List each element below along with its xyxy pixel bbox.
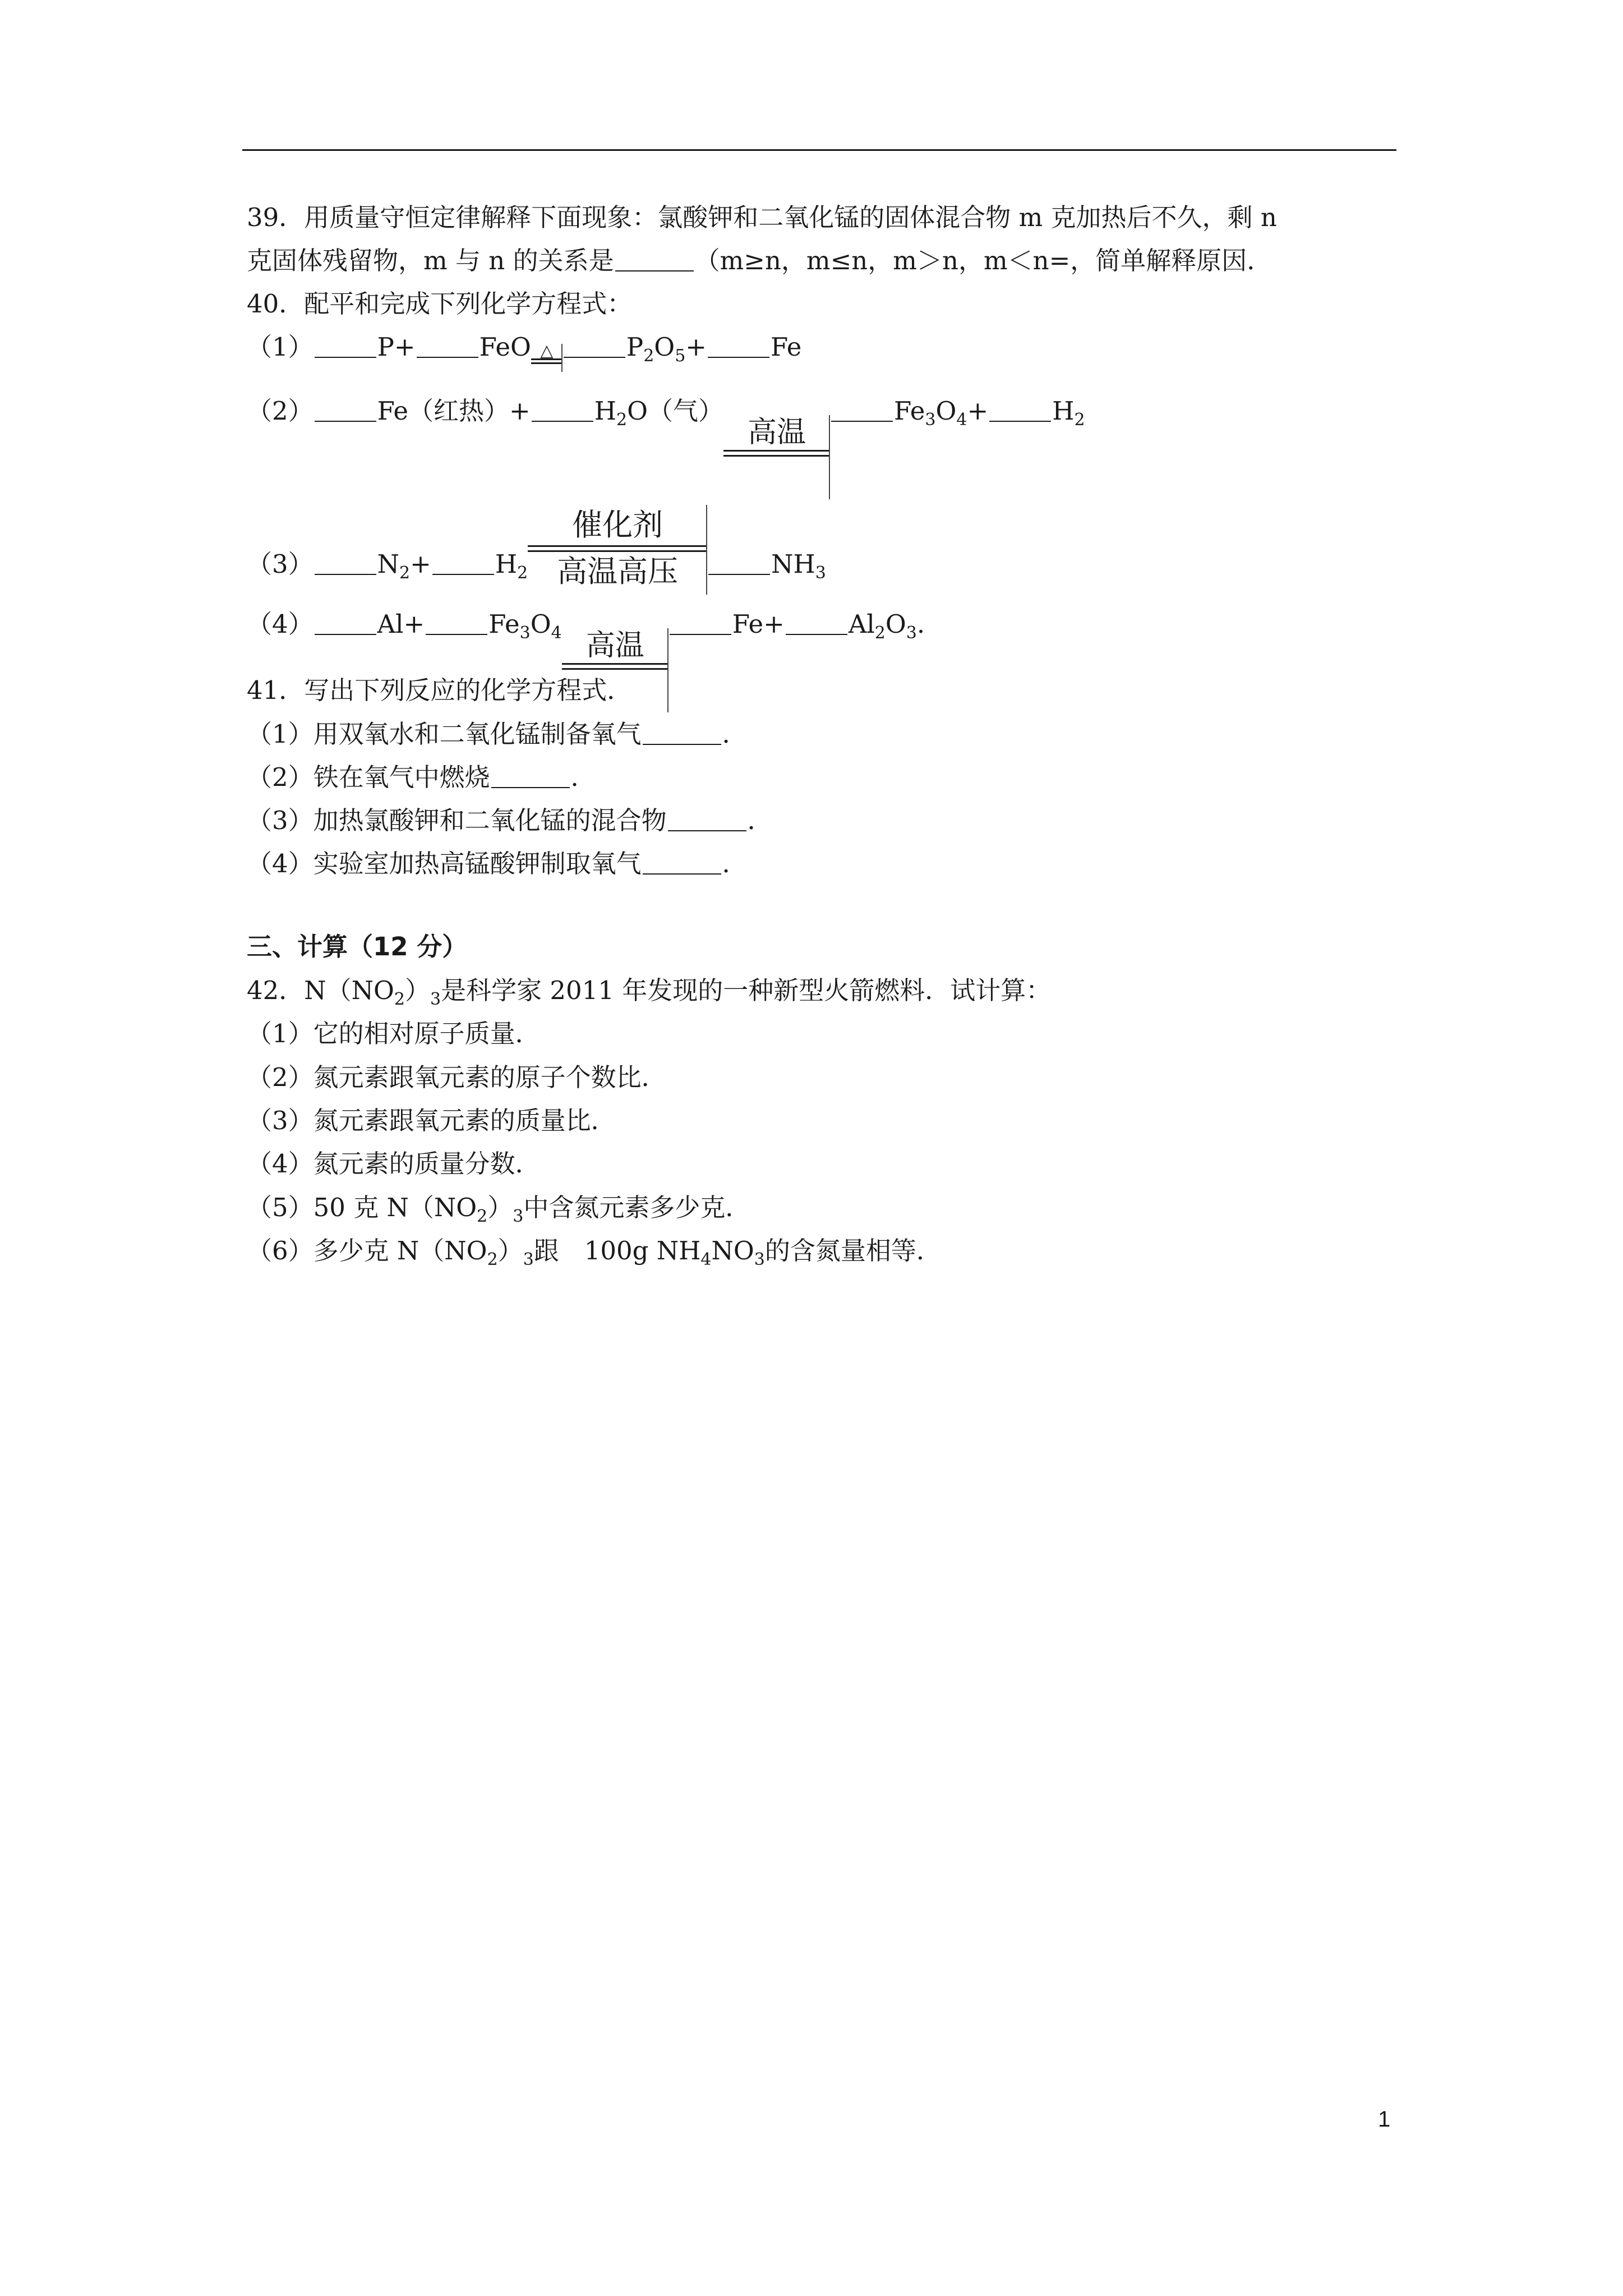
q42-item-3: （3）氮元素跟氧元素的质量比． (247, 1106, 616, 1135)
q40-equation-2: （2） Fe（红热）+ $H_2O$（气） 高温 $Fe_3O_4+ H_2$ (247, 395, 1085, 499)
q40-equation-3: （3） $N_2+ H_2$ 催化剂 高温高压 $NH_3$ (247, 505, 826, 595)
page-number: 1 (1378, 2107, 1391, 2132)
coef-blank[interactable] (432, 554, 494, 575)
condition-heat: △ (531, 344, 562, 372)
q42-line1: 42．$N(NO_2)_3$是科学家 2011 年发现的一种新型火箭燃料．试计算： (247, 976, 1052, 1009)
coef-blank[interactable] (708, 337, 769, 358)
q41-item-2: （2）铁在氧气中燃烧 ． (247, 762, 596, 792)
coef-blank[interactable] (315, 401, 376, 422)
q41-item-4: （4）实验室加热高锰酸钾制取氧气 ． (247, 849, 748, 878)
q42-item-1: （1）它的相对原子质量． (247, 1019, 541, 1048)
coef-blank[interactable] (315, 337, 376, 358)
coef-blank[interactable] (786, 614, 847, 635)
q39-line2: 克固体残留物，m 与 n 的关系是 （m≥n，m≤n，m＞n，m＜n=，简单解释原因． (247, 246, 1272, 275)
coef-blank[interactable] (315, 614, 376, 635)
q42-item-4: （4）氮元素的质量分数． (247, 1149, 541, 1179)
q41-item-1: （1）用双氧水和二氧化锰制备氧气 ． (247, 719, 748, 749)
coef-blank[interactable] (831, 401, 893, 422)
condition-high-temp: 高温 (723, 415, 830, 499)
q42-item-6: （6）多少克 $N(NO_2)_3$跟 100g $NH_4NO_3$的含氮量相等． (247, 1236, 942, 1269)
q41-item-3: （3）加热氯酸钾和二氧化锰的混合物 ． (247, 806, 773, 835)
q40-equation-4: （4） $Al+ Fe_3O_4$ 高温 $Fe+ Al_2O_3$. (247, 609, 925, 712)
coef-blank[interactable] (532, 401, 593, 422)
answer-blank[interactable] (643, 853, 721, 875)
q39-line1: 39．用质量守恒定律解释下面现象：氯酸钾和二氧化锰的固体混合物 m 克加热后不久，剩 n (247, 203, 1277, 232)
coef-blank[interactable] (315, 554, 376, 575)
coef-blank[interactable] (426, 614, 487, 635)
coef-blank[interactable] (989, 401, 1051, 422)
answer-blank[interactable] (491, 767, 570, 788)
coef-blank[interactable] (708, 554, 770, 575)
answer-blank[interactable] (668, 810, 746, 831)
coef-blank[interactable] (417, 337, 478, 358)
coef-blank[interactable] (670, 614, 731, 635)
q41-title: 41．写出下列反应的化学方程式． (247, 675, 633, 705)
coef-blank[interactable] (564, 337, 625, 358)
section-3-title: 三、计算（12 分） (247, 932, 468, 961)
answer-blank[interactable] (615, 250, 694, 272)
condition-high-temp: 高温 (562, 628, 668, 712)
q42-item-5: （5）50 克 $N(NO_2)_3$中含氮元素多少克． (247, 1193, 751, 1226)
q42-item-2: （2）氮元素跟氧元素的原子个数比． (247, 1062, 667, 1092)
condition-catalyst-high-temp-pressure: 催化剂 高温高压 (528, 505, 707, 595)
header-rule (242, 149, 1396, 151)
q40-title: 40．配平和完成下列化学方程式： (247, 289, 633, 319)
q40-equation-1: （1） P+ FeO △ $P_2O_5+ Fe$ (247, 332, 801, 372)
answer-blank[interactable] (643, 724, 721, 745)
